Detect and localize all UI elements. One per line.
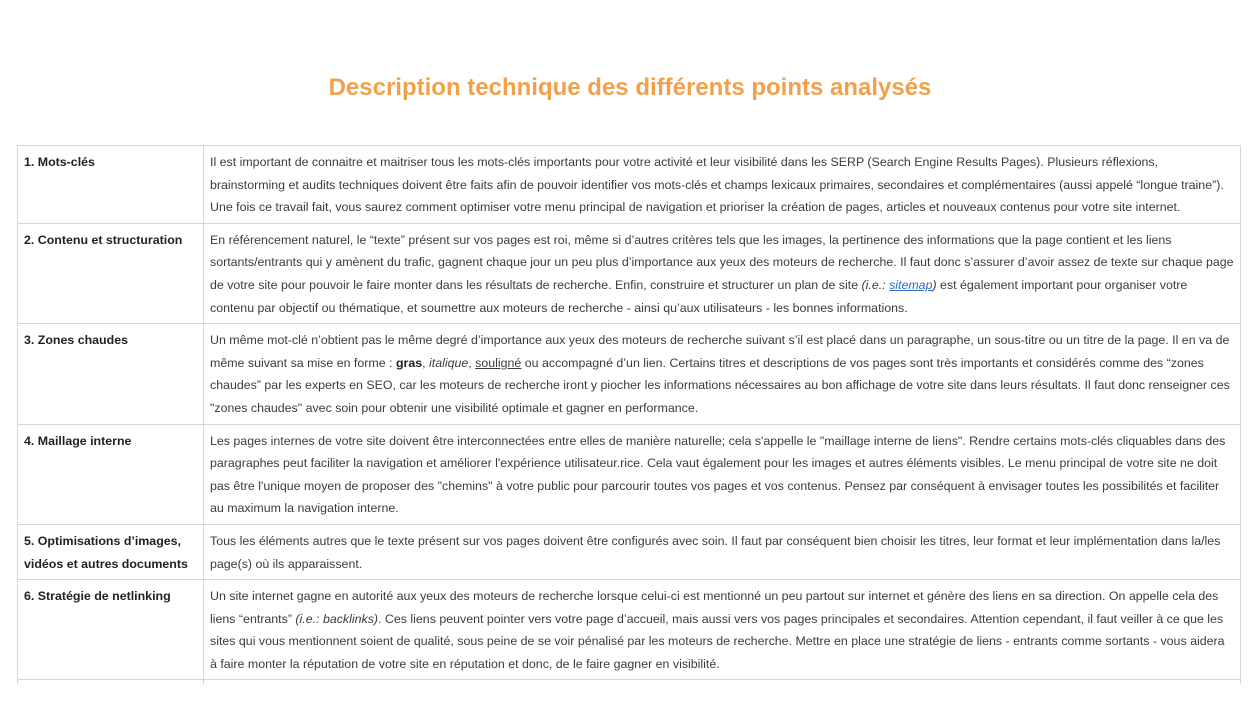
text-separator: , [468,355,476,370]
table-row [18,524,1241,579]
analysis-table [17,145,1241,684]
empty-cell [204,680,1241,685]
sitemap-link[interactable]: sitemap [889,277,933,292]
page-title: Description technique des différents points analysés [328,74,932,101]
text-segment: est également important pour organiser votre contenu par objectif ou thématique, et soumettre aux moteurs de recherche - ainsi qu’aux utilisateurs - les bonnes informations. [210,277,1188,315]
row-text-contenu [204,223,1241,323]
text-italic: ) [932,277,937,292]
row-label-zones-chaudes: 3. Zones chaudes [18,324,204,424]
row-label-contenu: 2. Contenu et structuration [18,223,204,323]
text-separator: , [422,355,430,370]
text-segment: Un même mot-clé n’obtient pas le même degré d’importance aux yeux des moteurs de recherche suivant s’il est placé dans un paragraphe, un sous-titre ou un titre de la page. Il en va de même suivant sa mise en forme : [210,333,1230,370]
row-label-maillage: 4. Maillage interne [18,424,204,524]
row-text-maillage: Les pages internes de votre site doivent être interconnectées entre elles de manière naturelle; cela s'appelle le "maillage interne de liens". Rendre certains mots-clés cliquables dans des paragraphes peut faciliter la navigation et améliorer l'expérience utilisateur.rice. Cela vaut également pour les images et autres éléments visibles. Le menu principal de votre site ne doit pas être l'unique moyen de proposer des "chemins" à votre public pour parcourir toutes vos pages et vos contenus. Pensez par conséquent à envisager toutes les possibilités et faciliter au maximum la navigation interne. [204,424,1241,524]
table-row [18,580,1241,680]
text-segment: Un site internet gagne en autorité aux yeux des moteurs de recherche lorsque celui-ci est mentionné un peu partout sur internet et génère des liens en sa direction. On appelle cela des liens “entrants” [210,589,1219,626]
table-row-trailing [18,680,1241,685]
row-label-mots-cles: 1. Mots-clés [18,146,204,224]
table-row [18,223,1241,323]
text-segment: . Ces liens peuvent pointer vers votre page d’accueil, mais aussi vers vos pages principales et secondaires. Attention cependant, il faut veiller à ce que les sites qui vous mentionnent soient de qualité, sous peine de se voir pénalisé par les moteurs de recherche. Mettre en place une stratégie de liens - entrants comme sortants - vous aidera à faire monter la réputation de votre site en réputation et donc, de le faire gagner en visibilité. [210,611,1225,671]
table-row [18,424,1241,524]
row-label-netlinking: 6. Stratégie de netlinking [18,580,204,680]
row-text-optimisations: Tous les éléments autres que le texte présent sur vos pages doivent être configurés avec soin. Il faut par conséquent bien choisir les titres, leur format et leur implémentation dans la/les page(s) où ils apparaissent. [204,524,1241,579]
text-bold: gras [395,355,423,370]
text-italic: (i.e.: [861,277,890,292]
table-row [18,146,1241,224]
table-row [18,324,1241,424]
text-italic: (i.e.: backlinks) [295,611,379,626]
row-text-mots-cles: Il est important de connaitre et maitriser tous les mots-clés importants pour votre activité et leur visibilité dans les SERP (Search Engine Results Pages). Plusieurs réflexions, brainstorming et audits techniques doivent être faits afin de pouvoir identifier vos mots-clés et champs lexicaux primaires, secondaires et complémentaires (aussi appelé “longue traine”). Une fois ce travail fait, vous saurez comment optimiser votre menu principal de navigation et prioriser la création de pages, articles et nouveaux contenus pour votre site internet. [204,146,1241,224]
row-text-netlinking [204,580,1241,680]
empty-cell [18,680,204,685]
text-segment: ou accompagné d’un lien. Certains titres et descriptions de vos pages sont très importants et considérés comme des “zones chaudes” par les experts en SEO, car les moteurs de recherche iront y piocher les informations nécessaires au bon affichage de votre site dans leurs résultats. Il faut donc renseigner ces "zones chaudes" avec soin pour obtenir une visibilité optimale et gagner en performance. [210,355,1230,415]
text-italic: italique [429,355,469,370]
text-underline: souligné [475,355,522,370]
row-label-optimisations: 5. Optimisations d’images, vidéos et autres documents [18,524,204,579]
row-text-zones-chaudes [204,324,1241,424]
text-segment: En référencement naturel, le “texte” présent sur vos pages est roi, même si d’autres critères tels que les images, la pertinence des informations que la page contient et les liens sortants/entrants qui y amènent du trafic, gagnent chaque jour un peu plus d’importance aux yeux des moteurs de recherche. Il faut donc s’assurer d’avoir assez de texte sur chaque page de votre site pour pouvoir le faire monter dans les résultats de recherche. Enfin, construire et structurer un plan de site [210,232,1234,292]
